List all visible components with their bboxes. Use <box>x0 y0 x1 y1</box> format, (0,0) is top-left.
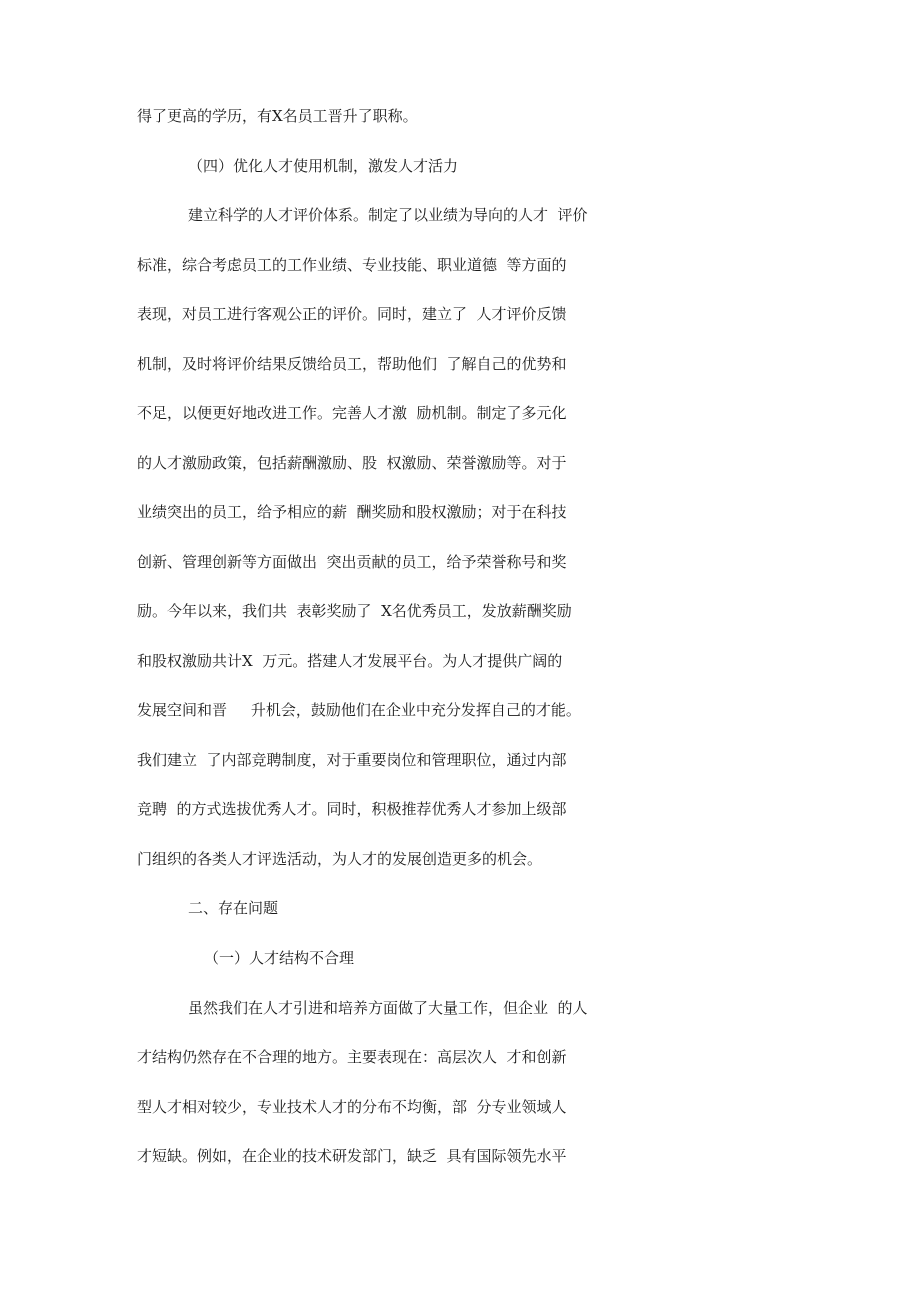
text-line: 的人才激励政策，包括薪酬激励、股 权激励、荣誉激励等。对于 <box>137 454 567 472</box>
text-line: 竞聘 的方式选拔优秀人才。同时，积极推荐优秀人才参加上级部 <box>137 800 567 818</box>
text-line: 业绩突出的员工，给予相应的薪 酬奖励和股权激励；对于在科技 <box>137 503 567 521</box>
text-line: 发展空间和晋 升机会，鼓励他们在企业中充分发挥自己的才能。 <box>137 701 581 719</box>
section-heading: （四）优化人才使用机制，激发人才活力 <box>188 157 459 175</box>
text-line: 机制，及时将评价结果反馈给员工，帮助他们 了解自己的优势和 <box>137 355 567 373</box>
text-line: 才短缺。例如，在企业的技术研发部门，缺乏 具有国际领先水平 <box>137 1147 567 1165</box>
text-line: 门组织的各类人才评选活动，为人才的发展创造更多的机会。 <box>137 850 543 868</box>
section-heading: 二、存在问题 <box>188 899 279 917</box>
text-line: 得了更高的学历，有X名员工晋升了职称。 <box>137 107 418 125</box>
text-line: 励。今年以来，我们共 表彰奖励了 X名优秀员工，发放薪酬奖励 <box>137 602 572 620</box>
text-line: 表现，对员工进行客观公正的评价。同时，建立了 人才评价反馈 <box>137 305 567 323</box>
text-line: 型人才相对较少，专业技术人才的分布不均衡，部 分专业领域人 <box>137 1098 567 1116</box>
subsection-heading: （一）人才结构不合理 <box>204 949 355 967</box>
text-line: 虽然我们在人才引进和培养方面做了大量工作，但企业 的人 <box>188 999 588 1017</box>
text-line: 才结构仍然存在不合理的地方。主要表现在：高层次人 才和创新 <box>137 1048 567 1066</box>
text-line: 和股权激励共计X 万元。搭建人才发展平台。为人才提供广阔的 <box>137 652 563 670</box>
text-line: 建立科学的人才评价体系。制定了以业绩为导向的人才 评价 <box>188 206 588 224</box>
text-line: 不足，以便更好地改进工作。完善人才激 励机制。制定了多元化 <box>137 404 567 422</box>
text-line: 创新、管理创新等方面做出 突出贡献的员工，给予荣誉称号和奖 <box>137 553 567 571</box>
text-line: 我们建立 了内部竞聘制度，对于重要岗位和管理职位，通过内部 <box>137 751 567 769</box>
text-line: 标准，综合考虑员工的工作业绩、专业技能、职业道德 等方面的 <box>137 256 567 274</box>
